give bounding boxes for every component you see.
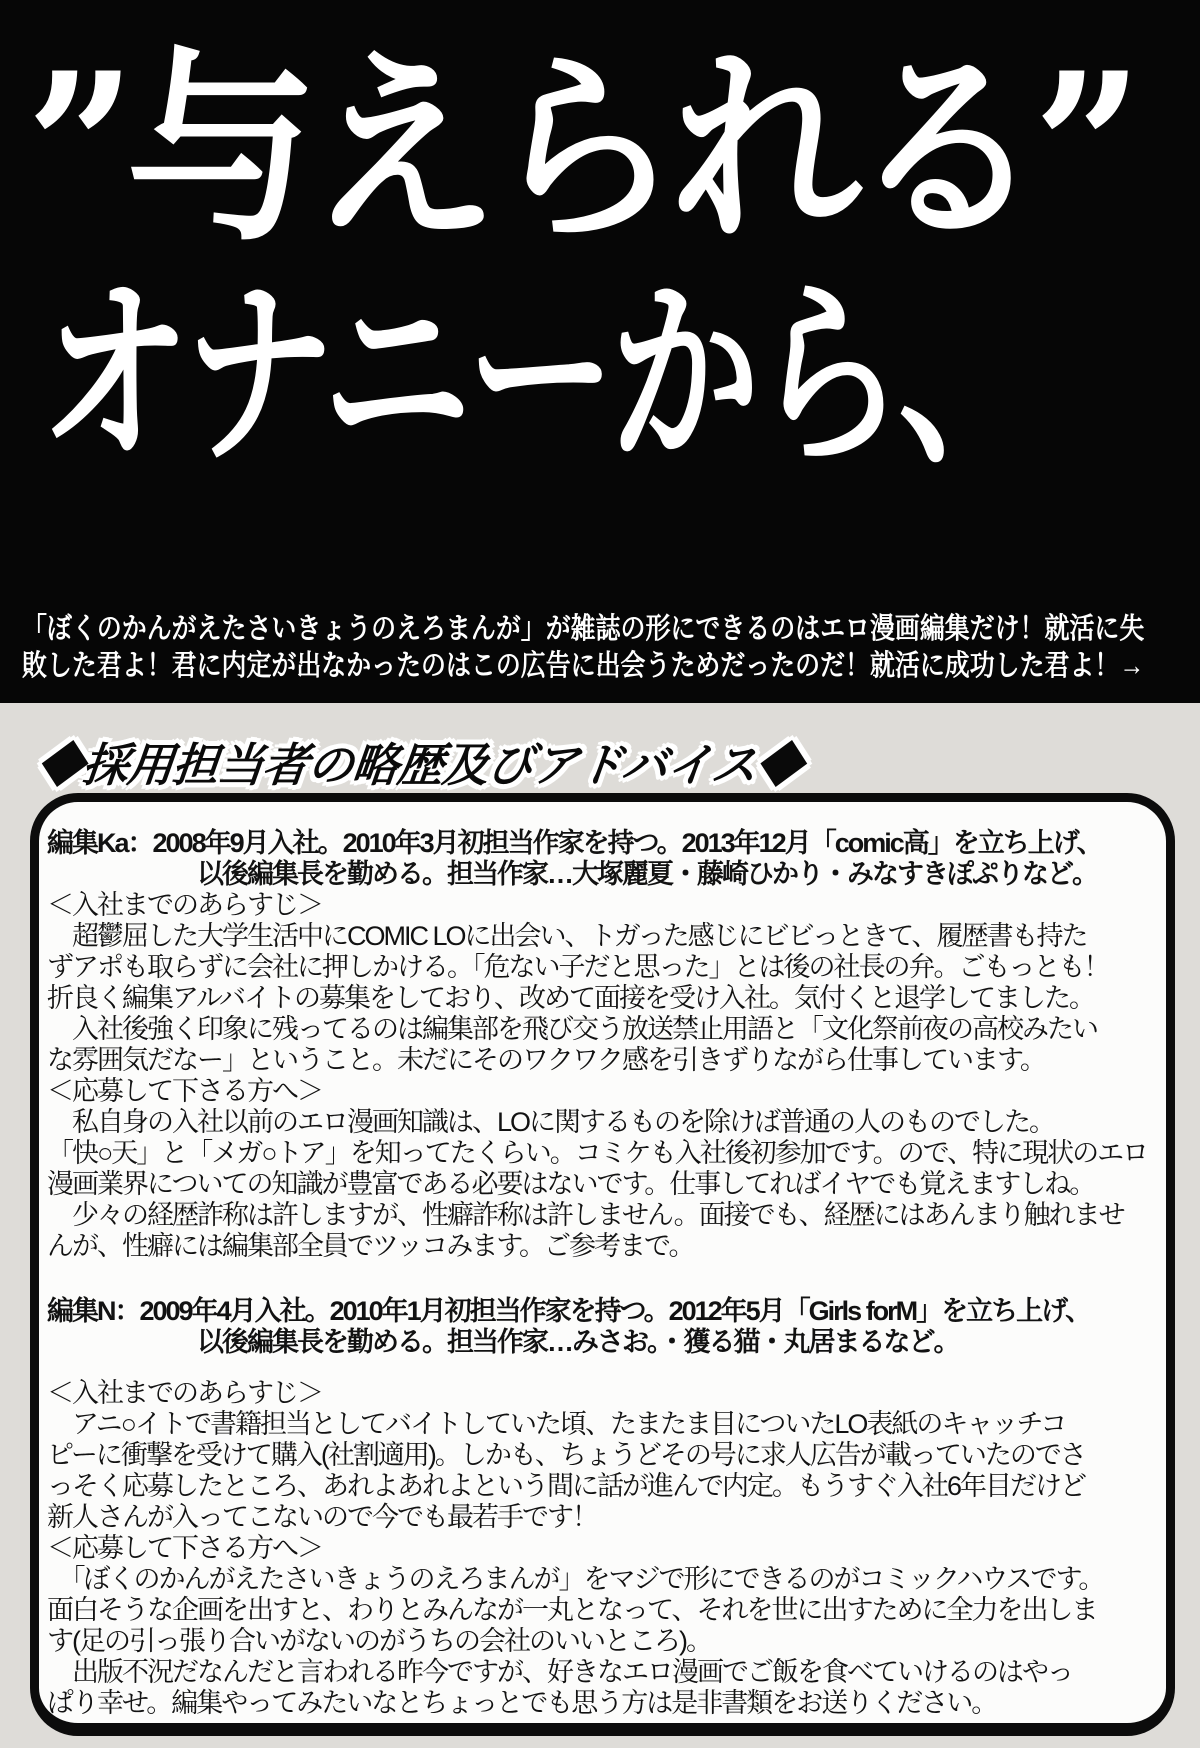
advice-line: ずアポも取らずに会社に押しかける。「危ない子だと思った」とは後の社長の弁。ごもっとも！ [47,952,1109,982]
banner-title-line2: オナニーから、 [40,256,1043,492]
advice-line: 以後編集長を勤める。担当作家…大塚麗夏・藤崎ひかり・みなすきぽぷりなど。 [197,859,1097,889]
advice-line: 編集N：2009年4月入社。2010年1月初担当作家を持つ。2012年5月「Girls forM」を立ち上げ、 [47,1296,1091,1326]
advice-section [0,703,1200,1748]
advice-line: 私自身の入社以前のエロ漫画知識は、LOに関するものを除けば普通の人のものでした。 [47,1107,1055,1137]
advice-line: ピーに衝撃を受けて購入(社割適用)。しかも、ちょうどその号に求人広告が載っていたのでさ [47,1440,1085,1470]
advice-line: 少々の経歴詐称は許しますが、性癖詐称は許しません。面接でも、経歴にはあんまり触れませ [47,1200,1124,1230]
advice-line: ＜入社までのあらすじ＞ [47,890,322,920]
advice-line [47,1262,1176,1296]
advice-line: な雰囲気だなー」ということ。未だにそのワクワク感を引きずりながら仕事しています。 [47,1045,1045,1075]
advice-line: 入社後強く印象に残ってるのは編集部を飛び交う放送禁止用語と「文化祭前夜の高校みたい [47,1014,1097,1044]
advice-line: 「快○天」と「メガ○トア」を知ってたくらい。コミケも入社後初参加です。ので、特に現状のエロ [47,1138,1148,1168]
advice-line: ＜入社までのあらすじ＞ [47,1378,322,1408]
banner-title-line1: ”与えられる” [26,29,1134,269]
advice-line: っそく応募したところ、あれよあれよという間に話が進んで内定。もうすぐ入社6年目だけど [47,1471,1086,1501]
banner-tagline-line1: 「ぼくのかんがえたさいきょうのえろまんが」が雑誌の形にできるのはエロ漫画編集だけ！就活に失 [22,613,1145,645]
advice-line: 折良く編集アルバイトの募集をしており、改めて面接を受け入社。気付くと退学してました。 [47,983,1095,1013]
banner-tagline [22,611,1200,685]
advice-line: 以後編集長を勤める。担当作家…みさお。・獲る猫・丸居まるなど。 [197,1327,959,1357]
advice-line: ぱり幸せ。編集やってみたいなとちょっとでも思う方は是非書類をお送りください。 [47,1688,997,1718]
advice-line: んが、性癖には編集部全員でツッコみます。ご参考まで。 [47,1231,694,1261]
advice-line: 出版不況だなんだと言われる昨今ですが、好きなエロ漫画でご飯を食べていけるのはやっ [47,1657,1072,1687]
advice-line: 編集Ka：2008年9月入社。2010年3月初担当作家を持つ。2013年12月「comic高」を立ち上げ、 [47,828,1102,858]
advice-line: 新人さんが入ってこないので今でも最若手です！ [47,1502,597,1532]
advice-line: 超鬱屈した大学生活中にCOMIC LOに出会い、トガった感じにビビっときて、履歴書も持た [47,921,1087,951]
advice-line [47,1358,1176,1378]
advice-line: す(足の引っ張り合いがないのがうちの会社のいいところ)。 [47,1626,711,1656]
advice-line: 「ぼくのかんがえたさいきょうのえろまんが」をマジで形にできるのがコミックハウスです。 [47,1564,1104,1594]
advice-line: 面白そうな企画を出すと、わりとみんなが一丸となって、それを世に出すために全力を出しま [47,1595,1097,1625]
advice-heading: ◆採用担当者の略歴及びアドバイス◆ [34,739,805,791]
advice-body [47,828,1176,1719]
advice-line: ＜応募して下さる方へ＞ [47,1533,322,1563]
banner [0,0,1200,703]
advice-line: アニ○イトで書籍担当としてバイトしていた頃、たまたま目についたLO表紙のキャッチコ [47,1409,1066,1439]
banner-tagline-line2: 敗した君よ！君に内定が出なかったのはこの広告に出会うためだったのだ！就活に成功した君よ！→ [22,650,1145,682]
advice-line: ＜応募して下さる方へ＞ [47,1076,322,1106]
advice-line: 漫画業界についての知識が豊富である必要はないです。仕事してればイヤでも覚えますしね。 [47,1169,1095,1199]
